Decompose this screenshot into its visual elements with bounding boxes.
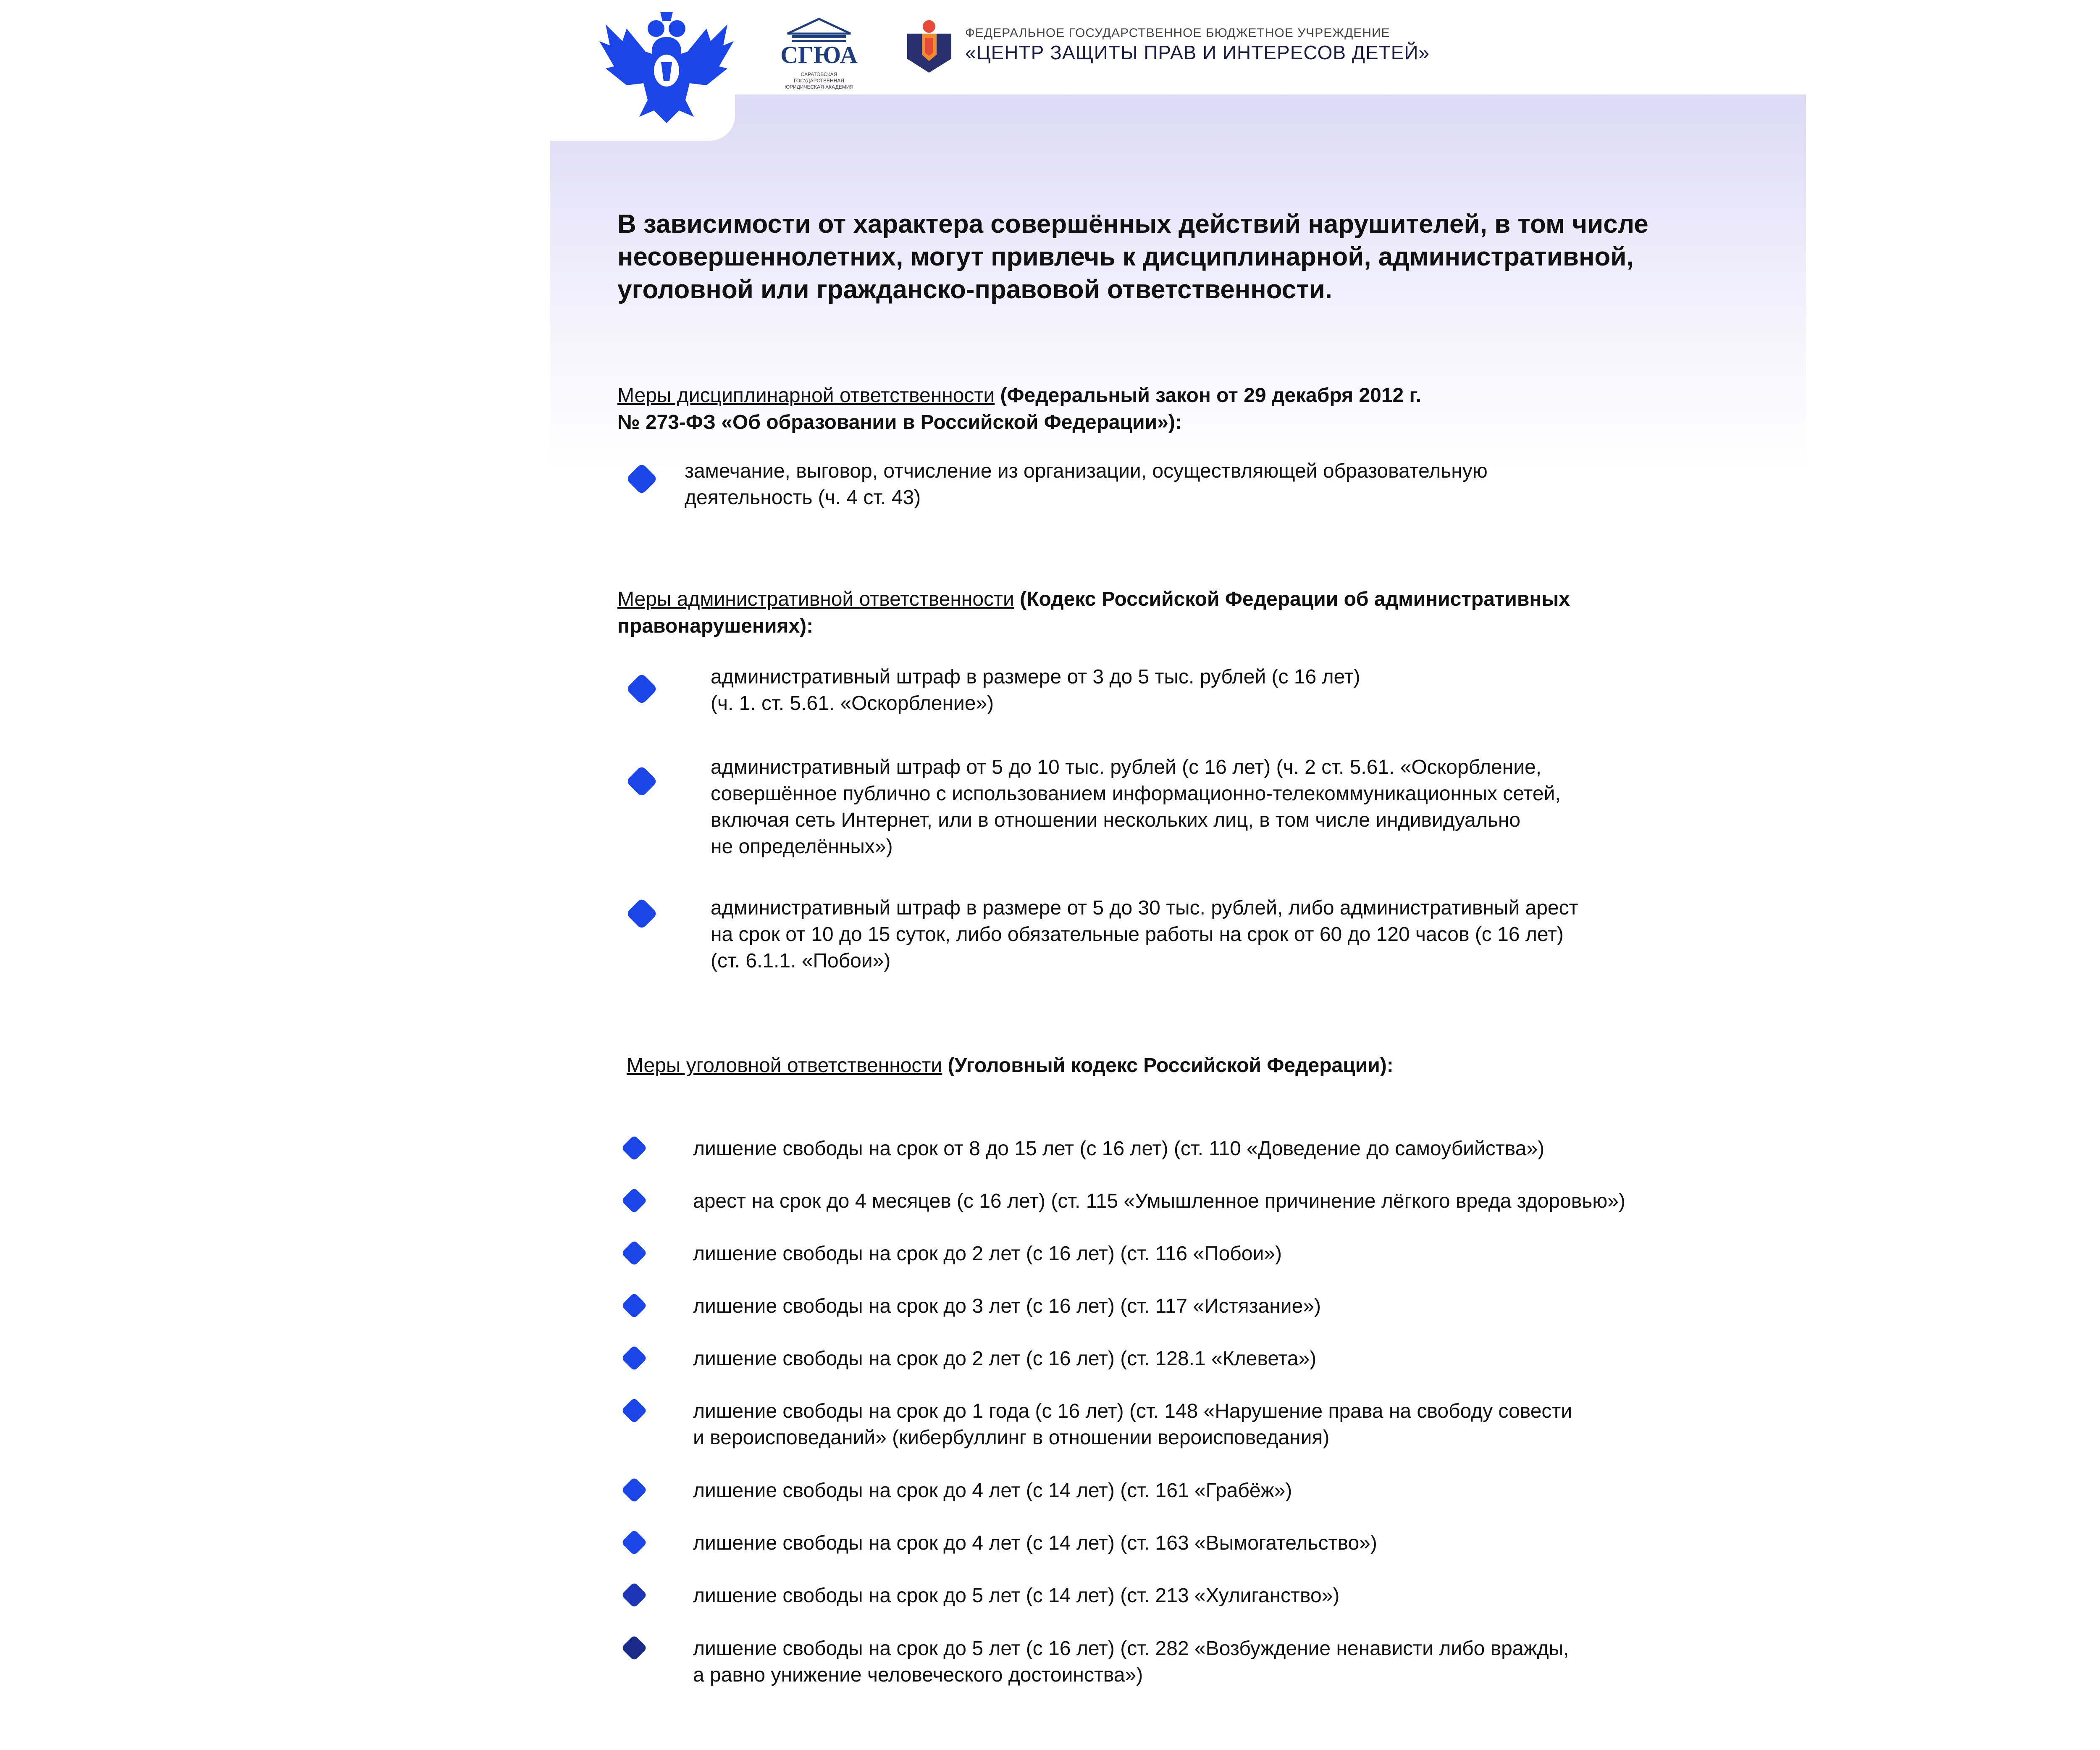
page-heading — [617, 208, 1777, 306]
list-item-line: и вероисповеданий» (кибербуллинг в отношении вероисповедания) — [693, 1427, 1330, 1449]
diamond-bullet-icon — [623, 895, 661, 933]
heading-line: несовершеннолетних, могут привлечь к дисциплинарной, административной, — [617, 242, 1634, 271]
logo-tab — [550, 0, 735, 141]
diamond-bullet-icon — [617, 1631, 651, 1665]
list-item — [693, 1188, 1625, 1214]
criminal-section-title — [627, 1052, 1761, 1079]
disciplinary-title-rest: (Федеральный закон от 29 декабря 2012 г. — [995, 384, 1422, 407]
diamond-bullet-icon — [617, 1236, 651, 1270]
diamond-bullet-icon — [617, 1131, 651, 1165]
list-item-line: лишение свободы на срок до 1 года (с 16 лет) (ст. 148 «Нарушение права на свободу совести — [693, 1400, 1572, 1422]
list-item — [693, 1635, 1569, 1688]
administrative-section-title — [617, 586, 1751, 640]
list-item-line: лишение свободы на срок до 4 лет (с 14 лет) (ст. 163 «Вымогательство») — [693, 1532, 1377, 1554]
list-item-line: а равно унижение человеческого достоинства») — [693, 1664, 1143, 1686]
heading-line: В зависимости от характера совершённых действий нарушителей, в том числе — [617, 210, 1648, 239]
list-item — [693, 1398, 1572, 1451]
administrative-title-underlined: Меры административной ответственности — [617, 588, 1014, 610]
list-item-line: лишение свободы на срок до 3 лет (с 16 лет) (ст. 117 «Истязание») — [693, 1295, 1321, 1317]
list-item-line: не определённых») — [711, 836, 893, 858]
academy-building-icon — [775, 15, 863, 44]
list-item-line: замечание, выговор, отчисление из организации, осуществляющей образовательную — [685, 460, 1488, 482]
list-item — [693, 1240, 1282, 1267]
list-item — [711, 664, 1360, 717]
list-item-line: лишение свободы на срок до 2 лет (с 16 лет) (ст. 128.1 «Клевета») — [693, 1348, 1317, 1370]
list-item — [711, 895, 1578, 974]
list-item — [693, 1345, 1316, 1372]
org-name: «ЦЕНТР ЗАЩИТЫ ПРАВ И ИНТЕРЕСОВ ДЕТЕЙ» — [965, 42, 1430, 63]
list-item — [693, 1477, 1292, 1504]
list-item-line: включая сеть Интернет, или в отношении нескольких лиц, в том числе индивидуально — [711, 809, 1521, 831]
list-item-line: лишение свободы на срок до 4 лет (с 14 лет) (ст. 161 «Грабёж») — [693, 1479, 1292, 1502]
diamond-bullet-icon — [617, 1184, 651, 1217]
administrative-title-rest: (Кодекс Российской Федерации об административных — [1014, 588, 1570, 610]
disciplinary-title-line2: № 273-ФЗ «Об образовании в Российской Федерации»): — [617, 411, 1182, 434]
eagle-emblem-icon — [597, 12, 736, 125]
list-item-line: на срок от 10 до 15 суток, либо обязательные работы на срок от 60 до 120 часов (с 16 лет) — [711, 923, 1564, 946]
diamond-bullet-icon — [617, 1289, 651, 1322]
list-item-line: административный штраф в размере от 5 до 30 тыс. рублей, либо административный арест — [711, 897, 1578, 919]
list-item-line: (ст. 6.1.1. «Побои») — [711, 950, 891, 972]
disciplinary-section-title — [617, 382, 1751, 436]
list-item-line: лишение свободы на срок до 2 лет (с 16 лет) (ст. 116 «Побои») — [693, 1243, 1282, 1265]
criminal-title-underlined: Меры уголовной ответственности — [627, 1054, 942, 1077]
document-page — [550, 0, 1806, 1750]
list-item-line: административный штраф в размере от 3 до 5 тыс. рублей (с 16 лет) — [711, 666, 1360, 688]
sgua-logo-text: СГЮА — [780, 41, 858, 68]
list-item — [685, 458, 1488, 511]
list-item-line: административный штраф от 5 до 10 тыс. рублей (с 16 лет) (ч. 2 ст. 5.61. «Оскорбление, — [711, 756, 1542, 778]
list-item — [693, 1530, 1377, 1556]
diamond-bullet-icon — [623, 670, 661, 708]
org-type-label: ФЕДЕРАЛЬНОЕ ГОСУДАРСТВЕННОЕ БЮДЖЕТНОЕ УЧРЕЖДЕНИЕ — [965, 26, 1390, 40]
diamond-bullet-icon — [617, 1473, 651, 1507]
list-item — [693, 1293, 1321, 1319]
list-item — [693, 1135, 1544, 1162]
list-item-line: лишение свободы на срок до 5 лет (с 14 лет) (ст. 213 «Хулиганство») — [693, 1584, 1340, 1607]
heading-line: уголовной или гражданско-правовой ответственности. — [617, 275, 1332, 304]
child-protection-logo-icon — [903, 19, 956, 74]
disciplinary-title-underlined: Меры дисциплинарной ответственности — [617, 384, 995, 407]
diamond-bullet-icon — [623, 460, 661, 498]
list-item-line: арест на срок до 4 месяцев (с 16 лет) (ст. 115 «Умышленное причинение лёгкого вреда здоровью») — [693, 1190, 1625, 1212]
diamond-bullet-icon — [617, 1341, 651, 1375]
list-item-line: лишение свободы на срок до 5 лет (с 16 лет) (ст. 282 «Возбуждение ненависти либо вражды, — [693, 1637, 1569, 1660]
list-item — [693, 1582, 1339, 1609]
diamond-bullet-icon — [617, 1578, 651, 1612]
list-item — [711, 754, 1561, 860]
administrative-title-line2: правонарушениях): — [617, 615, 814, 637]
list-item-line: (ч. 1. ст. 5.61. «Оскорбление») — [711, 692, 994, 715]
diamond-bullet-icon — [623, 762, 661, 800]
list-item-line: лишение свободы на срок от 8 до 15 лет (с 16 лет) (ст. 110 «Доведение до самоубийства») — [693, 1138, 1545, 1160]
diamond-bullet-icon — [617, 1526, 651, 1559]
sgua-caption: САРАТОВСКАЯ ГОСУДАРСТВЕННАЯ ЮРИДИЧЕСКАЯ АКАДЕМИЯ — [785, 71, 853, 90]
diamond-bullet-icon — [617, 1394, 651, 1427]
list-item-line: деятельность (ч. 4 ст. 43) — [685, 486, 921, 509]
sgua-logo — [775, 15, 863, 90]
criminal-title-rest: (Уголовный кодекс Российской Федерации): — [942, 1054, 1394, 1077]
list-item-line: совершённое публично с использованием информационно-телекоммуникационных сетей, — [711, 783, 1561, 805]
